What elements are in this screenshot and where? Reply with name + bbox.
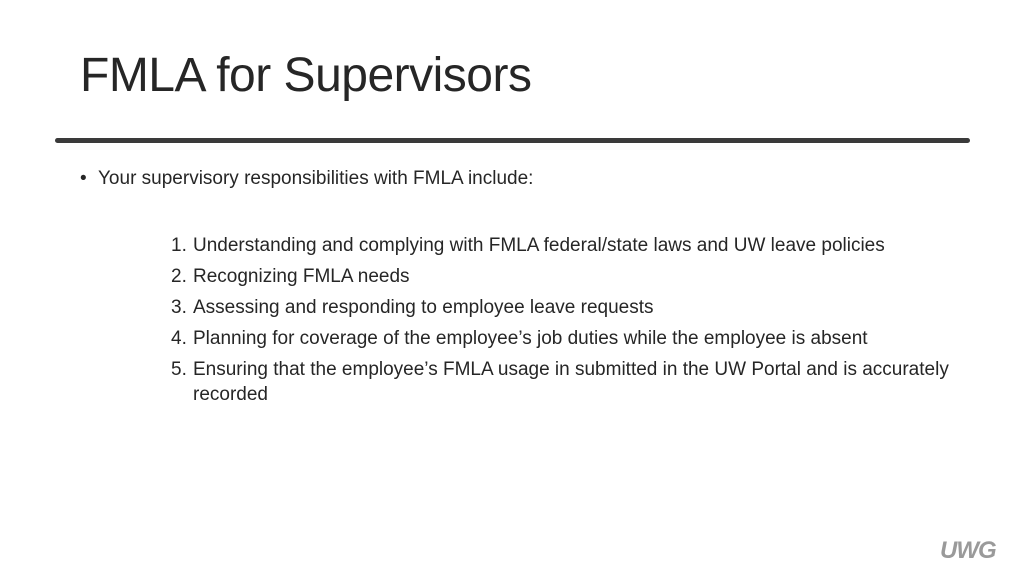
list-item [150, 357, 950, 407]
list-item [150, 233, 950, 258]
list-item [150, 326, 950, 351]
bullet-icon: • [80, 168, 87, 189]
intro-bullet [80, 167, 533, 191]
title-divider [55, 138, 970, 143]
uwg-logo-icon [940, 536, 1008, 562]
list-number: 5. [171, 359, 187, 380]
slide-title: FMLA for Supervisors [80, 49, 532, 102]
logo-text: UWG [940, 537, 996, 562]
list-number: 3. [171, 297, 187, 318]
list-text: Understanding and complying with FMLA federal/state laws and UW leave policies [193, 235, 885, 256]
list-text: Ensuring that the employee’s FMLA usage in submitted in the UW Portal and is accurately recorded [193, 359, 949, 405]
intro-text: Your supervisory responsibilities with FMLA include: [98, 168, 534, 189]
responsibilities-list [150, 233, 950, 413]
list-number: 2. [171, 266, 187, 287]
list-number: 1. [171, 235, 187, 256]
list-text: Planning for coverage of the employee’s job duties while the employee is absent [193, 328, 868, 349]
list-text: Recognizing FMLA needs [193, 266, 410, 287]
list-item [150, 295, 950, 320]
list-text: Assessing and responding to employee leave requests [193, 297, 654, 318]
list-number: 4. [171, 328, 187, 349]
list-item [150, 264, 950, 289]
